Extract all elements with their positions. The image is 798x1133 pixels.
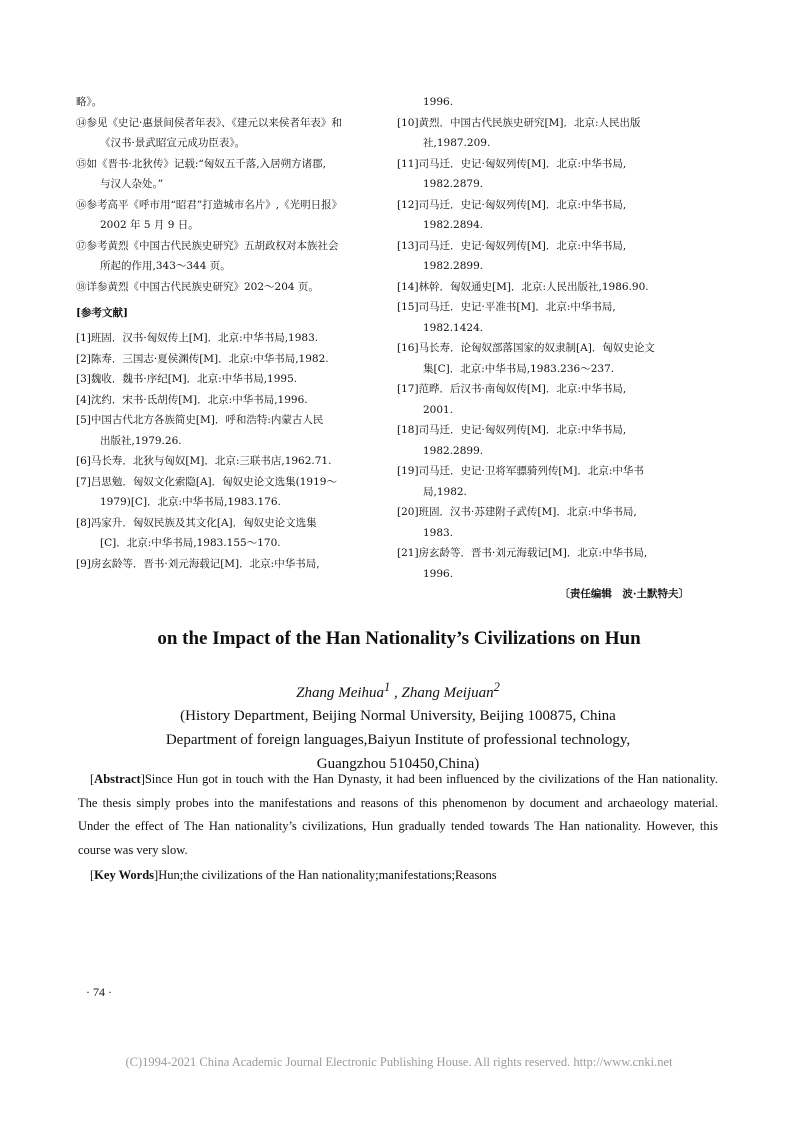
footnote — [76, 236, 381, 277]
reference-entry — [76, 451, 381, 472]
reference-entry — [397, 338, 697, 379]
reference-entry-line: [2]陈寿．三国志·夏侯渊传[M]．北京:中华书局,1982. — [76, 352, 329, 365]
editor-note: 〔责任编辑 波·土默特夫〕 — [559, 588, 689, 600]
reference-entry-line: [20]班固．汉书·苏建附子武传[M]．北京:中华书局, — [397, 506, 637, 518]
author-1-affiliation-mark: 1 — [384, 680, 391, 694]
footnote — [76, 113, 381, 154]
left-column — [76, 92, 381, 574]
reference-entry-line: 1979)[C]．北京:中华书局,1983.176. — [100, 496, 281, 508]
reference-entry-line: [8]冯家升．匈奴民族及其文化[A]．匈奴史论文选集 — [76, 516, 317, 529]
reference-entry — [397, 461, 697, 502]
author-1: Zhang Meihua — [296, 685, 385, 701]
english-title: on the Impact of the Han Nationality’s Civilizations on Hun — [157, 628, 641, 649]
reference-entry-line: [12]司马迁．史记·匈奴列传[M]．北京:中华书局, — [397, 198, 627, 211]
reference-entry-line: [11]司马迁．史记·匈奴列传[M]．北京:中华书局, — [397, 157, 627, 170]
reference-entry — [397, 420, 697, 461]
reference-list-left — [76, 328, 381, 574]
reference-entry — [397, 502, 697, 543]
reference-entry — [397, 379, 697, 420]
affiliation-line: (History Department, Beijing Normal University, Beijing 100875, China — [180, 708, 616, 724]
reference-entry — [76, 472, 381, 513]
affiliation-line: Department of foreign languages,Baiyun Institute of professional technology, — [165, 732, 631, 748]
footnote-line: ⑮如《晋书·北狄传》记载:“匈奴五千落,入居朔方诸郡, — [76, 157, 326, 170]
reference-entry — [76, 554, 381, 575]
reference-entry-line: [17]范晔．后汉书·南匈奴传[M]．北京:中华书局, — [397, 383, 627, 395]
references-heading: [参考文献] — [76, 307, 128, 319]
reference-entry-line: [5]中国古代北方各族简史[M]．呼和浩特:内蒙古人民 — [76, 414, 324, 426]
reference-entry-line: 1982.1424. — [423, 321, 484, 334]
footnote-line: 略》。 — [76, 96, 103, 108]
reference-entry-line: [15]司马迁．史记·平准书[M]．北京:中华书局, — [397, 301, 616, 313]
reference-entry — [76, 328, 381, 349]
footnote — [76, 154, 381, 195]
abstract-label: Abstract — [94, 772, 141, 786]
reference-entry-line: [3]魏收．魏书·序纪[M]．北京:中华书局,1995. — [76, 373, 298, 385]
reference-entry-line: 1982.2899. — [423, 444, 484, 457]
affiliation-line: Guangzhou 510450,China) — [316, 756, 480, 772]
footnote-line: ⑱详参黄烈《中国古代民族史研究》202～204 页。 — [76, 280, 319, 293]
reference-entry-line: 2001. — [423, 403, 454, 416]
keywords-label: Key Words — [94, 868, 155, 882]
footnote-line: 与汉人杂处。” — [100, 178, 164, 190]
reference-entry-line: [18]司马迁．史记·匈奴列传[M]．北京:中华书局, — [397, 424, 627, 436]
reference-entry-line: 1982.2899. — [423, 260, 484, 272]
reference-entry-line: 1996. — [423, 567, 454, 580]
reference-entry-line: 局,1982. — [423, 485, 467, 498]
reference-entry-line: [1]班固．汉书·匈奴传上[M]．北京:中华书局,1983. — [76, 332, 319, 344]
reference-entry-line: [4]沈约．宋书·氐胡传[M]．北京:中华书局,1996. — [76, 393, 308, 406]
english-abstract — [78, 768, 718, 888]
affiliations — [78, 704, 718, 776]
footnote-line: ⑰参考黄烈《中国古代民族史研究》五胡政权对本族社会 — [76, 239, 339, 252]
footnote — [76, 92, 381, 113]
reference-entry — [76, 513, 381, 554]
reference-entry — [76, 390, 381, 411]
reference-entry — [397, 543, 697, 584]
reference-entry — [76, 369, 381, 390]
reference-entry — [397, 195, 697, 236]
reference-entry-line: [14]林幹．匈奴通史[M]．北京:人民出版社,1986.90. — [397, 280, 649, 293]
author-separator: , — [390, 685, 402, 701]
footnote — [76, 277, 381, 298]
footnote-line: ⑭参见《史记·惠景间侯者年表》、《建元以来侯者年表》和 — [76, 116, 342, 129]
reference-entry-line: [C]．北京:中华书局,1983.155～170. — [100, 537, 281, 549]
reference-entry — [397, 297, 697, 338]
reference-entry — [397, 92, 697, 113]
reference-entry-line: 1982.2879. — [423, 178, 484, 190]
footnote-line: ⑯参考高平《呼市用“昭君”打造城市名片》,《光明日报》 — [76, 198, 343, 211]
reference-entry-line: 1982.2894. — [423, 219, 484, 231]
reference-entry-line: 1983. — [423, 526, 454, 539]
author-2-affiliation-mark: 2 — [493, 680, 500, 694]
footnote-line: 2002 年 5 月 9 日。 — [100, 219, 199, 231]
reference-entry-line: [16]马长寿．论匈奴部落国家的奴隶制[A]．匈奴史论文 — [397, 342, 655, 354]
reference-entry — [397, 154, 697, 195]
right-column — [397, 92, 697, 605]
reference-entry — [397, 277, 697, 298]
reference-entry — [397, 113, 697, 154]
reference-entry — [76, 410, 381, 451]
footnote — [76, 195, 381, 236]
reference-entry-line: [7]吕思勉．匈奴文化索隐[A]．匈奴史论文选集(1919～ — [76, 475, 337, 488]
abstract-text: Since Hun got in touch with the Han Dynasty, it had been influenced by the civilizations of the Han nationality. The thesis simply probes into the manifestations and reasons of this phenomenon by document and archaeology material. Under the effect of The Han nationality’s civilizations, Hun gradually tended towards The Han nationality. However, this course was very slow. — [78, 772, 718, 857]
keywords-text: Hun;the civilizations of the Han nationality;manifestations;Reasons — [158, 868, 497, 882]
reference-entry-line: [21]房玄龄等．晋书·刘元海载记[M]．北京:中华书局, — [397, 547, 648, 559]
reference-entry-line: 1996. — [423, 96, 454, 108]
footnote-line: 《汉书·景武昭宣元成功臣表》。 — [100, 137, 246, 149]
footnotes — [76, 92, 381, 297]
abstract-paragraph: [Abstract]Since Hun got in touch with the Han Dynasty, it had been influenced by the civilizations of the Han nationality. The thesis simply probes into the manifestations and reasons of this phenomenon by document and archaeology material. Under the effect of The Han nationality’s civilizations, Hun gradually tended towards The Han nationality. However, this course was very slow. — [78, 772, 718, 857]
reference-entry-line: [13]司马迁．史记·匈奴列传[M]．北京:中华书局, — [397, 239, 627, 252]
reference-entry-line: 集[C]．北京:中华书局,1983.236～237. — [423, 362, 615, 375]
reference-entry-line: 出版社,1979.26. — [100, 434, 182, 447]
reference-entry-line: 社,1987.209. — [423, 137, 491, 149]
reference-entry-line: [6]马长寿．北狄与匈奴[M]．北京:三联书店,1962.71. — [76, 455, 332, 467]
author-2: Zhang Meijuan — [401, 685, 494, 701]
reference-entry — [397, 236, 697, 277]
footnote-line: 所起的作用,343～344 页。 — [100, 260, 231, 272]
page-number: · 74 · — [86, 985, 112, 999]
keywords-paragraph: [Key Words]Hun;the civilizations of the Han nationality;manifestations;Reasons — [90, 868, 497, 882]
copyright-footer: (C)1994-2021 China Academic Journal Electronic Publishing House. All rights reserved. http://www.cnki.net — [125, 1055, 673, 1069]
reference-entry-line: [19]司马迁．史记·卫将军骠骑列传[M]．北京:中华书 — [397, 465, 644, 477]
authors — [78, 680, 718, 702]
reference-entry-line: [10]黄烈．中国古代民族史研究[M]．北京:人民出版 — [397, 116, 641, 129]
reference-list-right — [397, 92, 697, 584]
reference-entry-line: [9]房玄龄等．晋书·刘元海载记[M]．北京:中华书局, — [76, 557, 320, 570]
reference-entry — [76, 349, 381, 370]
